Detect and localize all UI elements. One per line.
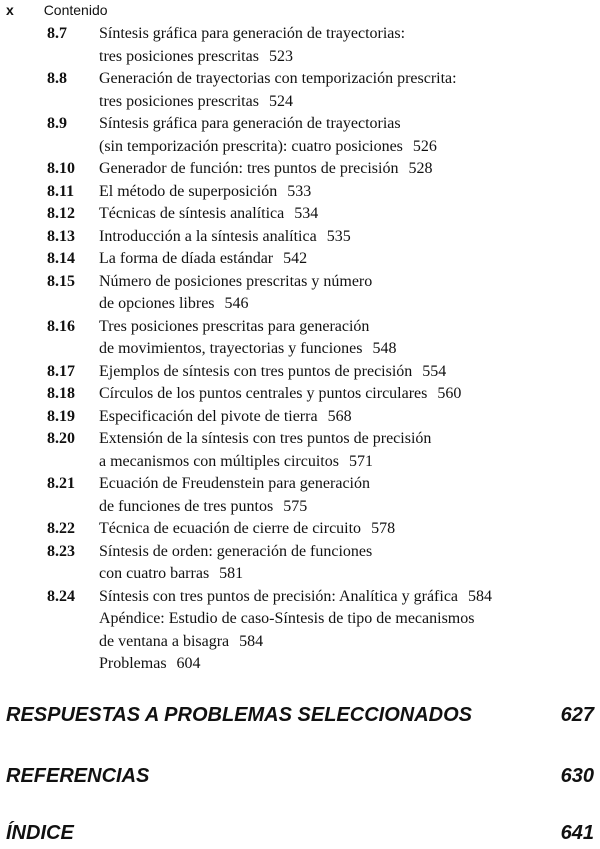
entry-number: 8.19 [47,407,75,425]
entry-page: 533 [287,182,312,200]
entry-title-line: Síntesis de orden: generación de funciones [99,542,373,560]
section-title: RESPUESTAS A PROBLEMAS SELECCIONADOS [6,704,472,726]
entry-page: 524 [268,92,293,110]
entry-title-line: Generador de función: tres puntos de precisión 528 [99,160,433,177]
entry-title-line: Síntesis gráfica para generación de trayectorias: [99,25,406,42]
entry-number: 8.21 [47,475,75,492]
toc-entry[interactable] [0,158,600,181]
entry-number: 8.16 [47,317,75,335]
entry-page: 584 [468,587,493,605]
entry-page: 575 [283,497,308,515]
toc-entry[interactable] [0,271,600,316]
entry-title-line: La forma de díada estándar 542 [99,250,308,267]
entry-number: 8.22 [47,520,75,537]
entry-page: 604 [176,655,201,672]
toc-entry[interactable] [0,113,600,158]
section-indice[interactable] [6,822,594,845]
entry-page: 546 [224,295,249,312]
section-title: REFERENCIAS [6,765,150,787]
entry-page: 560 [437,385,462,402]
entry-title-line: Extensión de la síntesis con tres puntos de precisión [99,430,432,447]
section-page: 630 [560,765,594,787]
entry-number: 8.18 [47,385,75,402]
page-number: x [6,2,14,18]
entry-title-line: tres posiciones prescritas 524 [99,92,293,110]
entry-title-line: Generación de trayectorias con temporización prescrita: [99,70,457,87]
toc-entry[interactable] [0,23,600,68]
entry-title-line: con cuatro barras 581 [99,565,244,582]
running-header [6,2,108,18]
section-title: ÍNDICE [6,822,74,844]
entry-title-line: a mecanismos con múltiples circuitos 571 [99,452,373,470]
entry-title-line: El método de superposición 533 [99,182,312,200]
entry-title-line: Síntesis con tres puntos de precisión: Analítica y gráfica 584 [99,587,493,605]
entry-title-line: Número de posiciones prescritas y número [99,272,373,290]
toc-entry[interactable] [0,316,600,361]
entry-title-line: Círculos de los puntos centrales y puntos circulares 560 [99,385,462,402]
entry-page: 584 [239,632,264,650]
entry-page: 581 [219,565,244,582]
entry-title-line: de movimientos, trayectorias y funciones 548 [99,340,397,357]
entry-title-line: Apéndice: Estudio de caso-Síntesis de tipo de mecanismos [99,610,475,627]
entry-number: 8.11 [47,182,75,200]
toc-entry[interactable] [0,181,600,204]
entry-title-line: Ecuación de Freudenstein para generación [99,475,370,492]
entry-number: 8.8 [47,70,67,87]
toc-entry[interactable] [0,226,600,249]
toc-entry[interactable] [0,428,600,473]
entry-title-line: Especificación del pivote de tierra 568 [99,407,352,425]
toc-entry[interactable] [0,518,600,541]
toc-entry[interactable] [0,383,600,406]
entry-title-line: de ventana a bisagra 584 [99,632,264,650]
section-respuestas[interactable] [6,704,594,727]
header-title: Contenido [43,2,108,18]
entry-page: 535 [326,227,351,245]
section-page: 641 [560,822,594,844]
table-of-contents [0,23,600,676]
toc-entry[interactable] [0,68,600,113]
entry-title-line: Problemas 604 [99,655,201,672]
entry-title-line: tres posiciones prescritas 523 [99,47,293,65]
entry-number: 8.15 [47,272,75,290]
toc-entry[interactable] [0,473,600,518]
toc-entry[interactable] [0,203,600,226]
entry-title-line: Síntesis gráfica para generación de trayectorias [99,115,401,132]
entry-number: 8.20 [47,430,75,447]
entry-title-line: Técnicas de síntesis analítica 534 [99,205,319,222]
entry-title-line: de funciones de tres puntos 575 [99,497,308,515]
entry-page: 571 [348,452,373,470]
entry-page: 542 [283,250,308,267]
entry-page: 523 [268,47,293,65]
entry-number: 8.9 [47,115,67,132]
entry-number: 8.14 [47,250,75,267]
entry-title-line: Técnica de ecuación de cierre de circuito 578 [99,520,396,537]
entry-page: 528 [408,160,433,177]
toc-extra-entry[interactable] [0,653,600,676]
entry-page: 548 [372,340,397,357]
section-referencias[interactable] [6,765,594,788]
entry-number: 8.23 [47,542,75,560]
entry-number: 8.24 [47,587,75,605]
toc-entry[interactable] [0,586,600,609]
entry-page: 526 [412,137,437,155]
entry-number: 8.17 [47,362,75,380]
entry-title-line: Introducción a la síntesis analítica 535 [99,227,351,245]
entry-number: 8.12 [47,205,75,222]
section-page: 627 [560,704,594,726]
entry-title-line: Tres posiciones prescritas para generación [99,317,370,335]
entry-page: 578 [371,520,396,537]
entry-title-line: (sin temporización prescrita): cuatro posiciones 526 [99,137,437,155]
toc-entry[interactable] [0,541,600,586]
toc-entry[interactable] [0,248,600,271]
entry-title-line: Ejemplos de síntesis con tres puntos de precisión 554 [99,362,447,380]
toc-extra-entry[interactable] [0,608,600,653]
entry-number: 8.7 [47,25,67,42]
entry-number: 8.13 [47,227,75,245]
toc-entry[interactable] [0,406,600,429]
entry-number: 8.10 [47,160,75,177]
toc-entry[interactable] [0,361,600,384]
entry-title-line: de opciones libres 546 [99,295,249,312]
entry-page: 534 [294,205,319,222]
entry-page: 568 [327,407,352,425]
entry-page: 554 [422,362,447,380]
